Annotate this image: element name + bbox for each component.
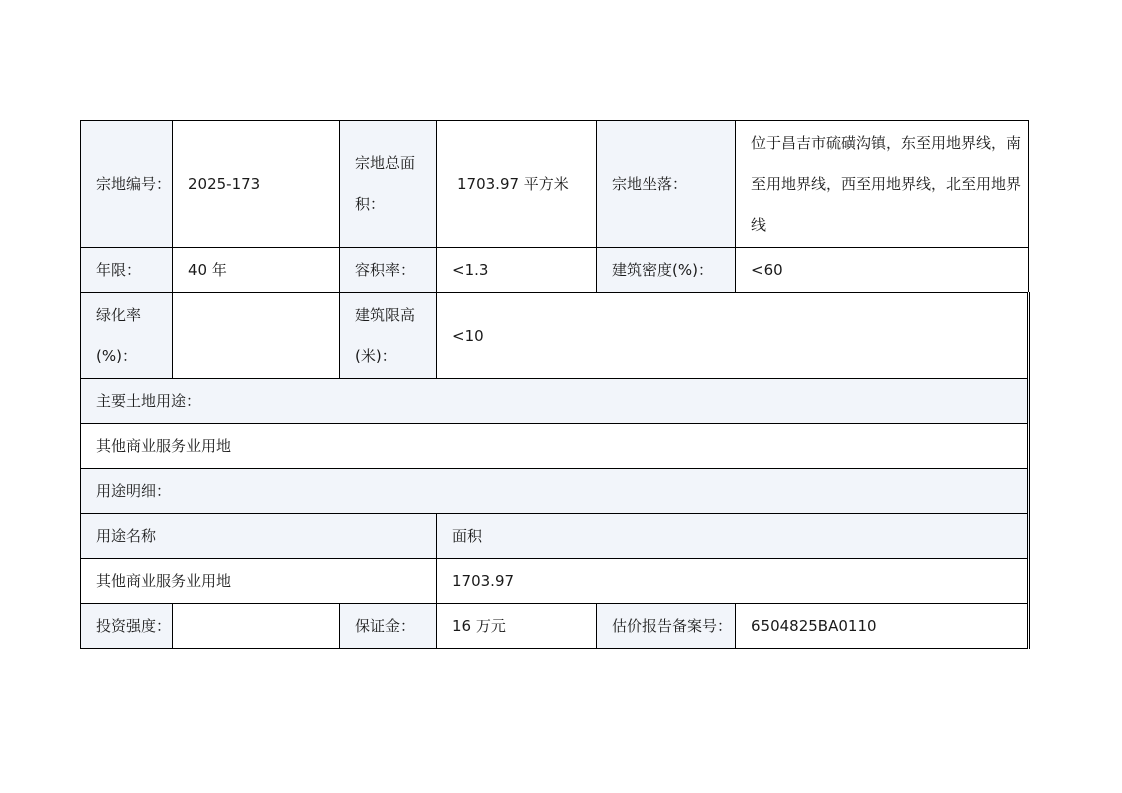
term-value: 40 年 <box>173 248 340 293</box>
deposit-value: 16 万元 <box>437 604 597 649</box>
height-limit-label: 建筑限高(米)： <box>340 293 437 379</box>
table-row <box>81 293 1029 379</box>
use-area-header: 面积 <box>437 514 1029 559</box>
table-row <box>81 559 1029 604</box>
parcel-number-label: 宗地编号： <box>81 121 173 248</box>
building-density-value: <60 <box>736 248 1029 293</box>
greening-rate-value <box>173 293 340 379</box>
deposit-label: 保证金： <box>340 604 437 649</box>
main-land-use-label: 主要土地用途： <box>81 379 1029 424</box>
height-limit-value: <10 <box>437 293 1029 379</box>
total-area-label: 宗地总面积： <box>340 121 437 248</box>
greening-rate-label: 绿化率(%)： <box>81 293 173 379</box>
use-detail-label: 用途明细： <box>81 469 1029 514</box>
floor-area-ratio-label: 容积率： <box>340 248 437 293</box>
main-land-use-value: 其他商业服务业用地 <box>81 424 1029 469</box>
floor-area-ratio-value: <1.3 <box>437 248 597 293</box>
land-parcel-table <box>80 120 1030 649</box>
table-row <box>81 514 1029 559</box>
investment-intensity-value <box>173 604 340 649</box>
location-value: 位于昌吉市硫磺沟镇，东至用地界线，南至用地界线，西至用地界线，北至用地界线 <box>736 121 1029 248</box>
investment-intensity-label: 投资强度： <box>81 604 173 649</box>
total-area-value: 1703.97 平方米 <box>437 121 597 248</box>
use-name-header: 用途名称 <box>81 514 437 559</box>
location-label: 宗地坐落： <box>597 121 736 248</box>
use-name-cell: 其他商业服务业用地 <box>81 559 437 604</box>
use-area-cell: 1703.97 <box>437 559 1029 604</box>
appraisal-record-label: 估价报告备案号： <box>597 604 736 649</box>
parcel-number-value: 2025-173 <box>173 121 340 248</box>
table-row <box>81 121 1029 248</box>
table-row <box>81 604 1029 649</box>
table-row <box>81 469 1029 514</box>
table-row <box>81 379 1029 424</box>
appraisal-record-value: 6504825BA0110 <box>736 604 1029 649</box>
term-label: 年限： <box>81 248 173 293</box>
building-density-label: 建筑密度(%)： <box>597 248 736 293</box>
table-row <box>81 248 1029 293</box>
table-row <box>81 424 1029 469</box>
